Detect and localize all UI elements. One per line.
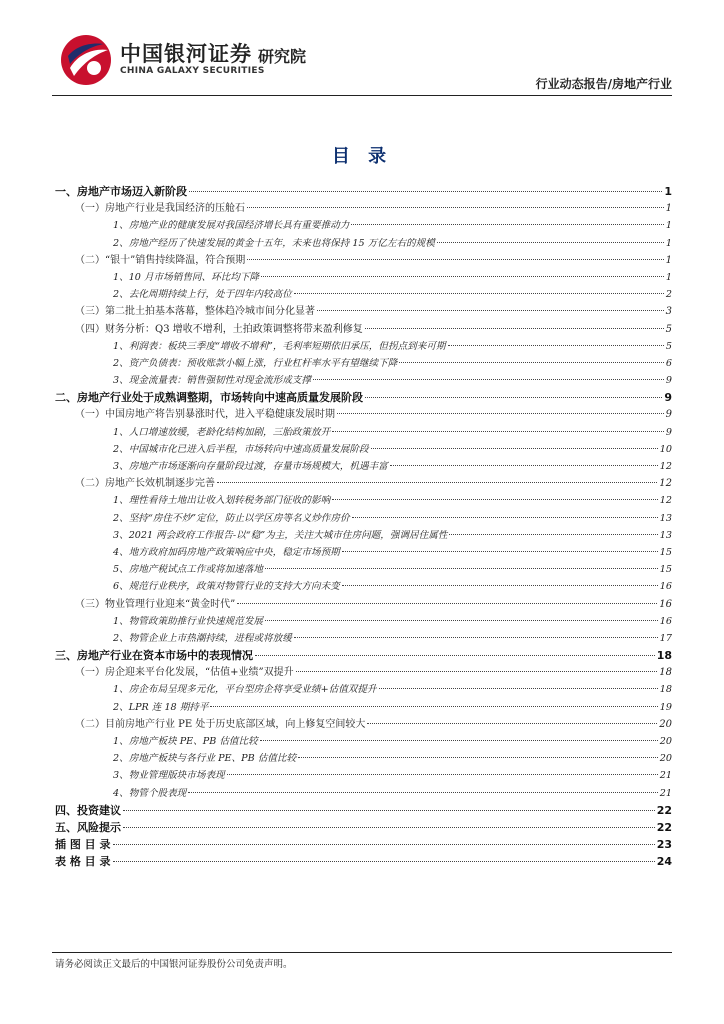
toc-entry-title: （一）房企迎来平台化发展，“估值+业绩”双提升 bbox=[75, 667, 294, 679]
toc-leader-dots bbox=[294, 636, 658, 638]
toc-entry[interactable] bbox=[55, 613, 672, 630]
toc-entry[interactable] bbox=[55, 183, 672, 200]
toc-leader-dots bbox=[448, 344, 664, 346]
toc-entry-title: 6、规范行业秩序，政策对物管行业的支持大方向未变 bbox=[113, 581, 340, 593]
toc-leader-dots bbox=[332, 430, 664, 432]
toc-leader-dots bbox=[265, 567, 658, 569]
toc-entry-title: （一）房地产行业是我国经济的压舱石 bbox=[75, 203, 245, 215]
toc-entry[interactable] bbox=[55, 338, 672, 355]
toc-leader-dots bbox=[255, 654, 655, 656]
toc-entry-title: 3、房地产市场逐渐向存量阶段过渡，存量市场规模大，机遇丰富 bbox=[113, 461, 388, 472]
toc-leader-dots bbox=[379, 687, 658, 689]
toc-entry-page: 18 bbox=[656, 649, 672, 663]
toc-entry-title: 一、房地产市场迈入新阶段 bbox=[55, 185, 187, 198]
toc-leader-dots bbox=[247, 206, 664, 208]
toc-entry-page: 16 bbox=[659, 615, 672, 627]
toc-entry-page: 12 bbox=[659, 478, 672, 490]
toc-entry-page: 17 bbox=[659, 632, 672, 644]
toc-entry-title: 三、房地产行业在资本市场中的表现情况 bbox=[55, 649, 253, 663]
toc-entry[interactable] bbox=[55, 441, 672, 458]
toc-entry-title: 2、LPR 连 18 期持平 bbox=[113, 701, 209, 713]
toc-entry[interactable] bbox=[55, 458, 672, 475]
toc-entry[interactable] bbox=[55, 750, 672, 767]
toc-entry-page: 18 bbox=[659, 667, 672, 679]
toc-entry-title: （二）目前房地产行业 PE 处于历史底部区域，向上修复空间较大 bbox=[75, 718, 366, 730]
toc-entry-page: 22 bbox=[656, 820, 672, 834]
toc-entry-title: （三）第二批土拍基本落幕，整体趋冷城市间分化显著 bbox=[75, 306, 315, 318]
toc-leader-dots bbox=[113, 860, 655, 862]
toc-leader-dots bbox=[261, 275, 664, 277]
toc-entry[interactable] bbox=[55, 321, 672, 338]
toc-entry-page: 15 bbox=[659, 546, 672, 558]
toc-entry-page: 9 bbox=[664, 391, 672, 405]
toc-entry[interactable] bbox=[55, 510, 672, 527]
toc-entry-page: 1 bbox=[665, 271, 672, 283]
toc-leader-dots bbox=[313, 378, 664, 380]
toc-title: 目 录 bbox=[331, 146, 393, 167]
toc-leader-dots bbox=[260, 739, 658, 741]
brand-name-cn: 中国银河证券 bbox=[120, 42, 252, 66]
toc-entry[interactable] bbox=[55, 802, 672, 819]
toc-entry-page: 5 bbox=[665, 340, 672, 352]
toc-entry-page: 21 bbox=[659, 770, 672, 782]
toc-leader-dots bbox=[449, 533, 657, 535]
toc-leader-dots bbox=[189, 190, 662, 192]
toc-entry-page: 9 bbox=[665, 375, 672, 387]
brand-department: 研究院 bbox=[258, 47, 307, 66]
toc-entry[interactable] bbox=[55, 235, 672, 252]
toc-entry-page: 5 bbox=[665, 323, 672, 335]
toc-entry-title: （三）物业管理行业迎来“黄金时代” bbox=[75, 598, 236, 610]
toc-entry[interactable] bbox=[55, 424, 672, 441]
toc-leader-dots bbox=[399, 361, 664, 363]
toc-entry-title: 五、风险提示 bbox=[55, 820, 121, 834]
toc-leader-dots bbox=[342, 550, 658, 552]
report-type: 行业动态报告/房地产行业 bbox=[535, 77, 672, 91]
toc-entry-title: 3、现金流量表：销售强韧性对现金流形成支撑 bbox=[113, 375, 311, 387]
toc-leader-dots bbox=[265, 619, 658, 621]
toc-entry[interactable] bbox=[55, 647, 672, 664]
toc-entry-title: 插 图 目 录 bbox=[55, 838, 111, 852]
toc-entry[interactable] bbox=[55, 286, 672, 303]
toc-entry[interactable] bbox=[55, 699, 672, 716]
toc-entry[interactable] bbox=[55, 492, 672, 509]
toc-entry-title: （二）“银十”销售持续降温，符合预期 bbox=[75, 254, 246, 266]
toc-entry[interactable] bbox=[55, 853, 672, 870]
toc-leader-dots bbox=[123, 809, 655, 811]
toc-entry[interactable] bbox=[55, 252, 672, 269]
toc-entry-title: 4、地方政府加码房地产政策响应中央，稳定市场预期 bbox=[113, 546, 340, 558]
toc-entry[interactable] bbox=[55, 389, 672, 406]
toc-entry-title: （四）财务分析：Q3 增收不增利，土拍政策调整将带来盈利修复 bbox=[75, 323, 363, 335]
toc-entry[interactable] bbox=[55, 733, 672, 750]
toc-entry-title: （二）房地产长效机制逐步完善 bbox=[75, 478, 215, 490]
toc-leader-dots bbox=[352, 516, 658, 518]
toc-entry[interactable] bbox=[55, 527, 672, 544]
toc-entry[interactable] bbox=[55, 578, 672, 595]
toc-entry-title: 2、房地产经历了快速发展的黄金十五年，未来也将保持 15 万亿左右的规模 bbox=[113, 237, 435, 249]
toc-leader-dots bbox=[437, 241, 664, 243]
toc-entry[interactable] bbox=[55, 767, 672, 784]
toc-entry-page: 20 bbox=[659, 736, 672, 747]
toc-entry-title: 1、10 月市场销售同、环比均下降 bbox=[113, 271, 260, 283]
toc-entry[interactable] bbox=[55, 785, 672, 802]
toc-entry[interactable] bbox=[55, 630, 672, 647]
toc-entry-page: 9 bbox=[665, 409, 672, 421]
toc-entry-title: 表 格 目 录 bbox=[55, 855, 111, 869]
toc-entry-page: 3 bbox=[665, 306, 672, 318]
toc-entry-title: 1、利润表：板块三季度“增收不增利”，毛利率短期依旧承压，但拐点到来可期 bbox=[113, 340, 446, 352]
toc-entry-title: 二、房地产行业处于成熟调整期，市场转向中速高质量发展阶段 bbox=[55, 391, 363, 405]
toc-entry-page: 1 bbox=[665, 254, 672, 266]
toc-leader-dots bbox=[294, 292, 664, 294]
header-divider bbox=[52, 95, 672, 96]
toc-entry-page: 1 bbox=[665, 237, 672, 249]
footer-divider bbox=[52, 952, 672, 953]
table-of-contents bbox=[55, 183, 672, 871]
toc-leader-dots bbox=[298, 756, 658, 758]
toc-entry-title: （一）中国房地产将告别暴涨时代，进入平稳健康发展时期 bbox=[75, 409, 335, 421]
toc-entry[interactable] bbox=[55, 217, 672, 234]
toc-entry-title: 1、房企布局呈现多元化，平台型房企将享受业绩+估值双提升 bbox=[113, 684, 377, 696]
toc-entry-title: 1、人口增速放缓，老龄化结构加剧，三胎政策放开 bbox=[113, 426, 331, 438]
toc-leader-dots bbox=[351, 223, 664, 225]
toc-leader-dots bbox=[337, 412, 664, 414]
toc-entry-title: 四、投资建议 bbox=[55, 803, 121, 817]
toc-entry-title: 2、去化周期持续上行，处于四年内较高位 bbox=[113, 289, 292, 301]
toc-entry[interactable] bbox=[55, 681, 672, 698]
toc-entry-page: 19 bbox=[659, 701, 672, 713]
toc-entry-title: 5、房地产税试点工作或将加速落地 bbox=[113, 564, 264, 576]
toc-entry-title: 2、中国城市化已进入后半程，市场转向中速高质量发展阶段 bbox=[113, 443, 369, 455]
toc-leader-dots bbox=[123, 826, 655, 828]
toc-leader-dots bbox=[247, 258, 663, 260]
toc-entry-page: 20 bbox=[659, 753, 672, 765]
toc-leader-dots bbox=[217, 481, 657, 483]
toc-entry-title: 2、物管企业上市热潮持续，进程或将放缓 bbox=[113, 632, 292, 644]
toc-entry[interactable] bbox=[55, 561, 672, 578]
toc-entry-page: 10 bbox=[659, 443, 672, 455]
toc-leader-dots bbox=[390, 464, 658, 466]
toc-entry-title: 2、房地产板块与各行业 PE、PB 估值比较 bbox=[113, 753, 297, 765]
toc-entry[interactable] bbox=[55, 836, 672, 853]
toc-entry[interactable] bbox=[55, 544, 672, 561]
toc-entry-page: 22 bbox=[656, 803, 672, 817]
toc-leader-dots bbox=[365, 327, 664, 329]
toc-leader-dots bbox=[237, 602, 657, 604]
toc-entry-title: 3、2021 两会政府工作报告-以“稳”为主，关注大城市住房问题，强调居住属性 bbox=[113, 529, 448, 541]
toc-entry-page: 16 bbox=[659, 581, 672, 593]
toc-entry[interactable] bbox=[55, 596, 672, 613]
toc-entry-page: 12 bbox=[659, 461, 672, 472]
toc-entry[interactable] bbox=[55, 372, 672, 389]
toc-leader-dots bbox=[210, 705, 657, 707]
toc-entry-page: 2 bbox=[665, 289, 672, 301]
toc-entry[interactable] bbox=[55, 303, 672, 320]
toc-entry-page: 13 bbox=[659, 512, 672, 524]
toc-entry-page: 1 bbox=[665, 220, 672, 232]
toc-entry-page: 24 bbox=[656, 855, 672, 869]
toc-entry-page: 9 bbox=[665, 426, 672, 438]
galaxy-logo-icon bbox=[60, 34, 112, 86]
footer-disclaimer: 请务必阅读正文最后的中国银河证券股份公司免责声明。 bbox=[55, 959, 293, 970]
toc-leader-dots bbox=[367, 722, 657, 724]
toc-entry[interactable] bbox=[55, 475, 672, 492]
toc-entry-title: 2、坚持“房住不炒”定位，防止以学区房等名义炒作房价 bbox=[113, 512, 350, 524]
toc-entry[interactable] bbox=[55, 355, 672, 372]
toc-entry[interactable] bbox=[55, 406, 672, 423]
toc-leader-dots bbox=[296, 670, 658, 672]
toc-entry[interactable] bbox=[55, 716, 672, 733]
toc-entry-title: 2、资产负债表：预收账款小幅上涨，行业杠杆率水平有望继续下降 bbox=[113, 357, 398, 369]
toc-entry-page: 12 bbox=[659, 495, 672, 507]
toc-entry[interactable] bbox=[55, 819, 672, 836]
toc-leader-dots bbox=[188, 791, 658, 793]
toc-entry-title: 3、物业管理版块市场表现 bbox=[113, 770, 225, 782]
toc-leader-dots bbox=[332, 498, 658, 500]
toc-entry-title: 1、理性看待土地出让收入划转税务部门征收的影响 bbox=[113, 495, 331, 507]
toc-leader-dots bbox=[227, 773, 658, 775]
toc-entry-page: 1 bbox=[665, 203, 672, 215]
toc-entry-page: 23 bbox=[656, 838, 672, 852]
toc-entry-page: 6 bbox=[665, 357, 672, 369]
toc-entry-page: 15 bbox=[659, 564, 672, 576]
toc-leader-dots bbox=[113, 843, 655, 845]
toc-entry[interactable] bbox=[55, 269, 672, 286]
toc-entry-page: 16 bbox=[659, 598, 672, 610]
toc-entry-title: 1、房地产业的健康发展对我国经济增长具有重要推动力 bbox=[113, 220, 350, 232]
toc-entry[interactable] bbox=[55, 200, 672, 217]
toc-leader-dots bbox=[365, 396, 662, 398]
brand-name-en: CHINA GALAXY SECURITIES bbox=[120, 66, 265, 76]
toc-entry-page: 18 bbox=[659, 684, 672, 696]
toc-entry-title: 1、房地产板块 PE、PB 估值比较 bbox=[113, 736, 258, 747]
toc-entry[interactable] bbox=[55, 664, 672, 681]
toc-leader-dots bbox=[342, 584, 658, 586]
toc-leader-dots bbox=[317, 309, 664, 311]
toc-entry-title: 1、物管政策助推行业快速规范发展 bbox=[113, 615, 264, 627]
toc-entry-page: 21 bbox=[659, 787, 672, 799]
toc-leader-dots bbox=[371, 447, 658, 449]
toc-entry-page: 13 bbox=[659, 529, 672, 541]
toc-entry-title: 4、物管个股表现 bbox=[113, 787, 187, 799]
toc-entry-page: 1 bbox=[664, 185, 672, 198]
toc-entry-page: 20 bbox=[659, 718, 672, 730]
